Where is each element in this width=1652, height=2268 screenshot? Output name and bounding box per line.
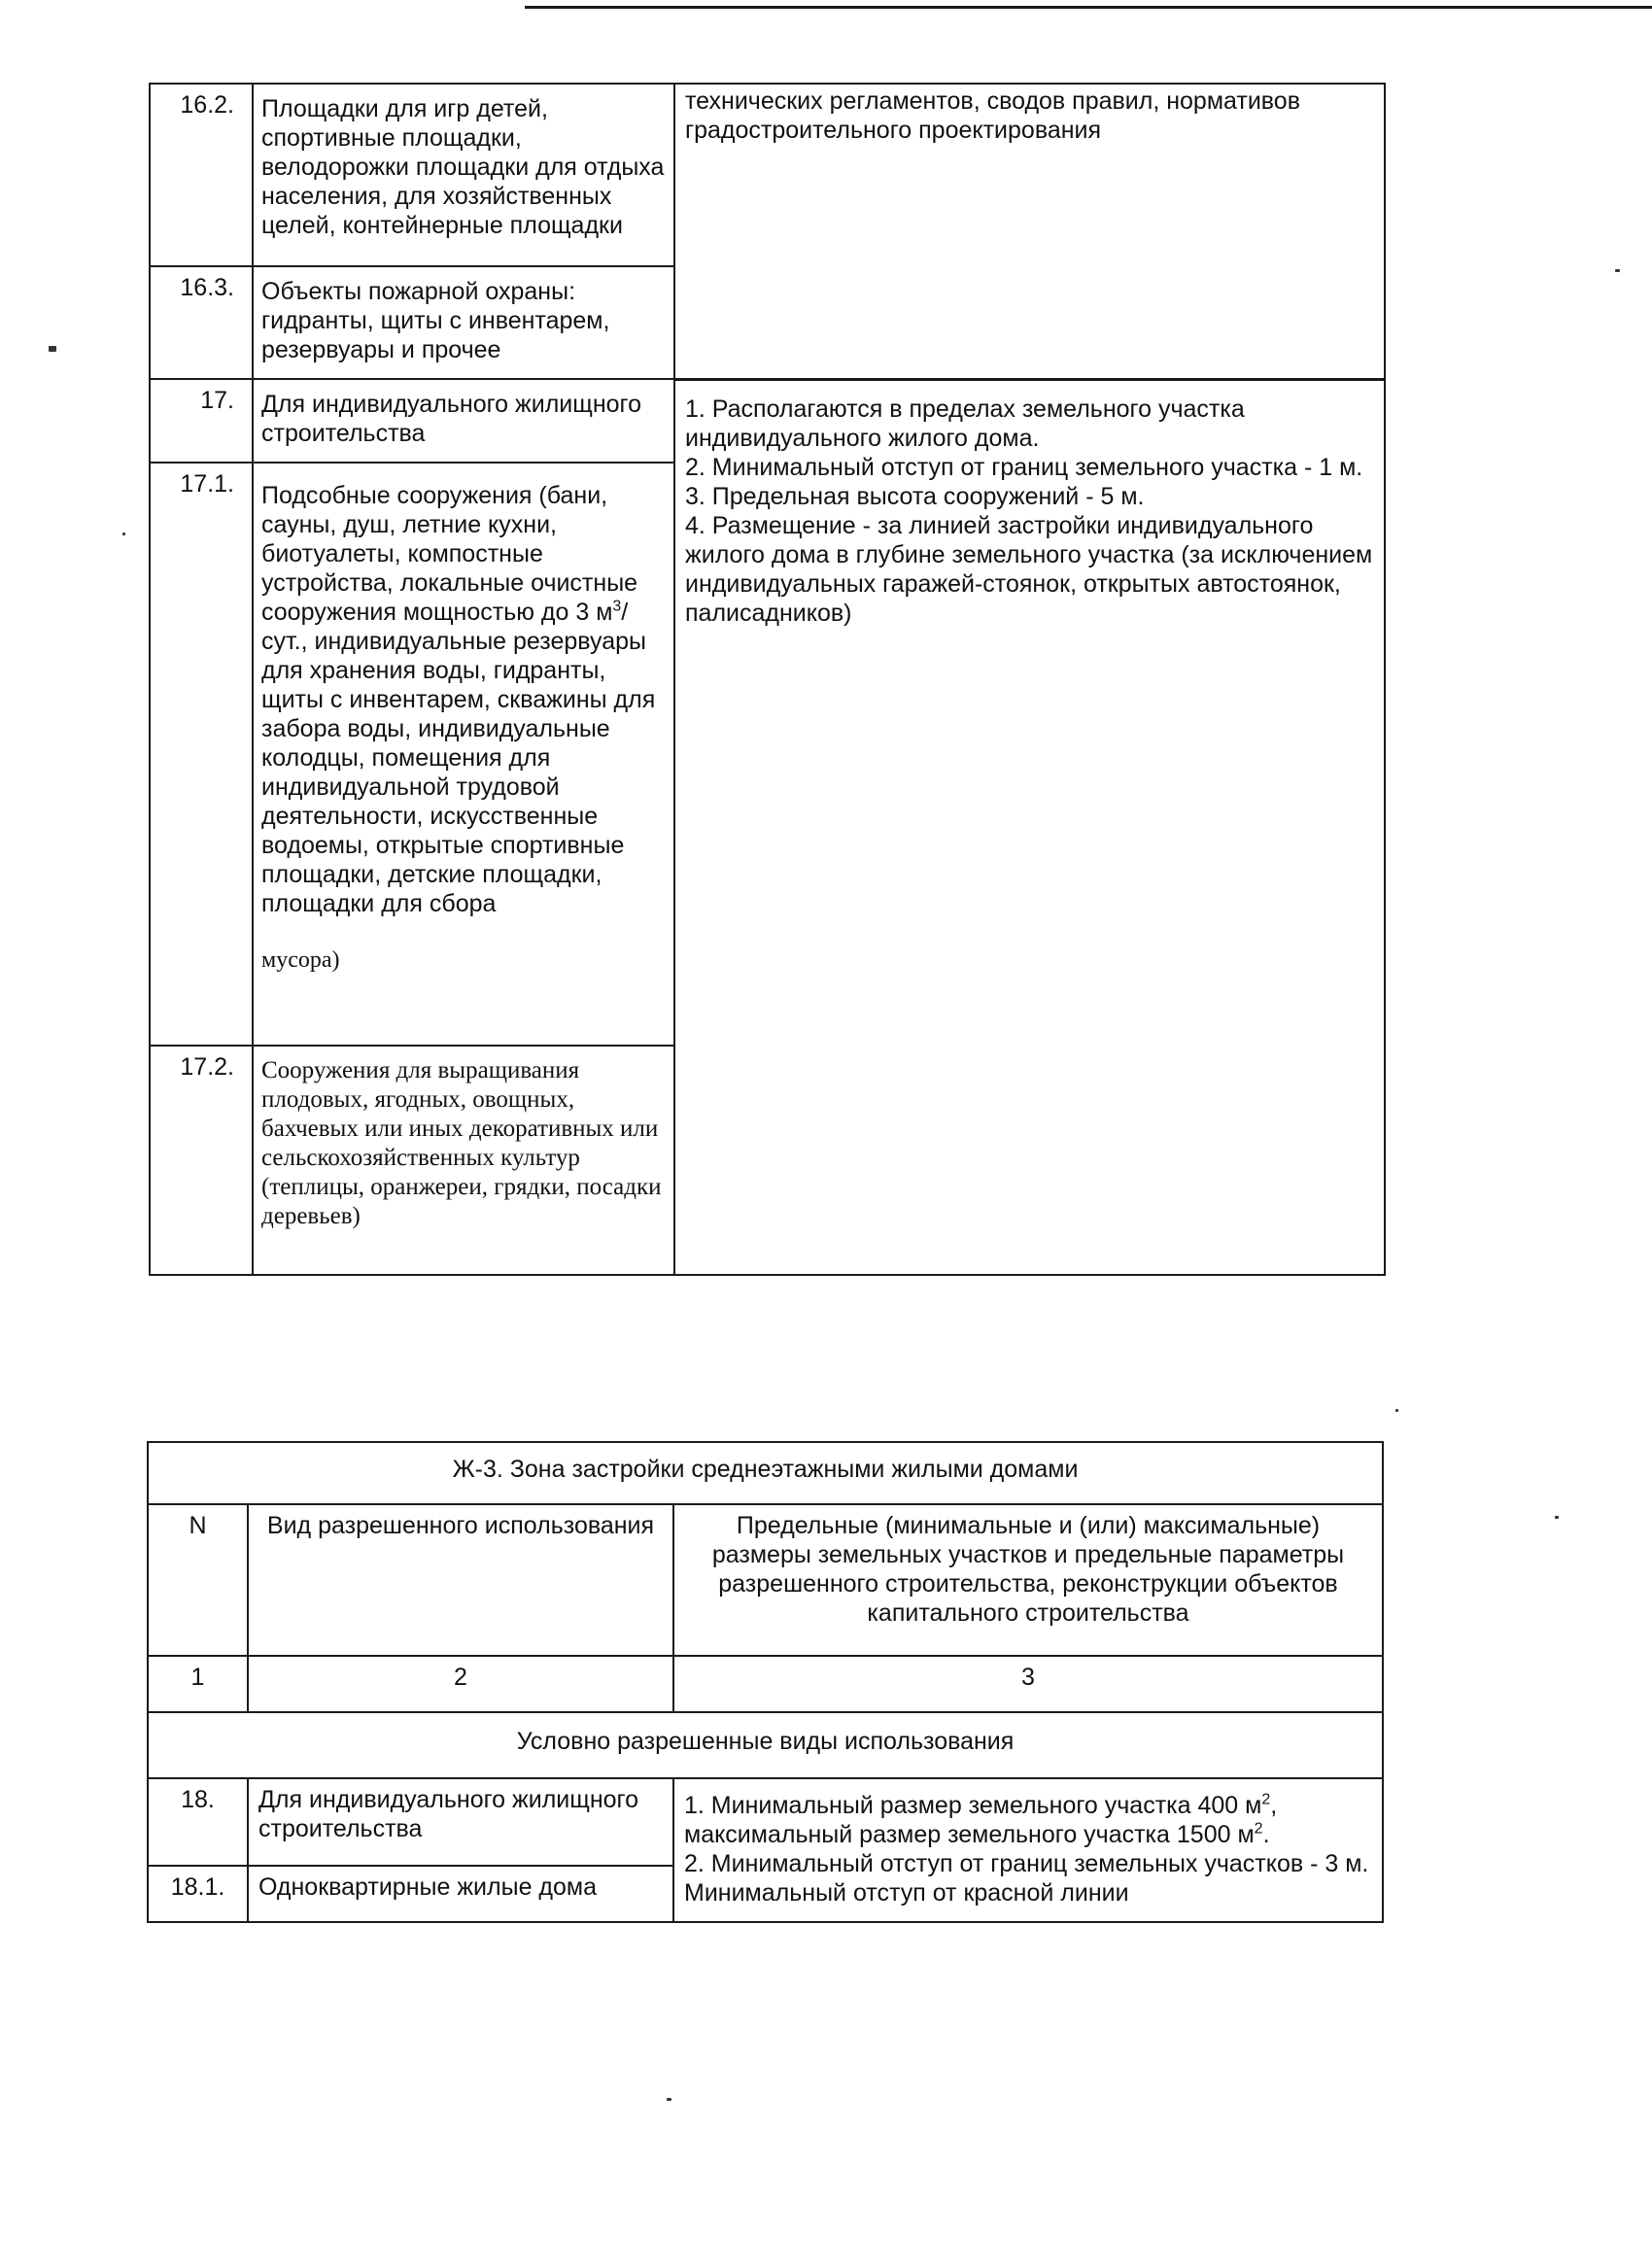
section-row (148, 1712, 1383, 1778)
table-header-row (148, 1504, 1383, 1656)
scan-speck (1395, 1409, 1398, 1412)
row-use-type: Площадки для игр детей, спортивные площадки, велодорожки площадки для отдыха населения, для хозяйственных целей, контейнерные площадки (253, 84, 674, 266)
row-use-type: Одноквартирные жилые дома (248, 1866, 673, 1922)
superscript: 3 (612, 598, 622, 615)
column-number: 3 (673, 1656, 1383, 1712)
row-use-type: Сооружения для выращивания плодовых, ягодных, овощных, бахчевых или иных декоративных или сельскохозяйственных культур (теплицы, оранжереи, грядки, посадки деревьев) (253, 1046, 674, 1275)
row-use-type: Для индивидуального жилищного строительства (253, 379, 674, 463)
column-number: 1 (148, 1656, 248, 1712)
section-heading: Условно разрешенные виды использования (148, 1712, 1383, 1778)
scan-speck (1615, 269, 1620, 272)
header-params: Предельные (минимальные и (или) максимальные) размеры земельных участков и предельные параметры разрешенного строительства, реконструкции объектов капитального строительства (673, 1504, 1383, 1656)
row-number: 18. (148, 1778, 248, 1866)
scan-speck (667, 2098, 671, 2101)
scan-speck (122, 533, 125, 535)
param-line: 1. Минимальный размер земельного участка 400 $м^2$, (684, 1791, 1278, 1819)
row-params: технических регламентов, сводов правил, нормативов градостроительного проектирования (674, 84, 1385, 379)
row-use-type: Объекты пожарной охраны: гидранты, щиты с инвентарем, резервуары и прочее (253, 266, 674, 379)
row-params (673, 1778, 1383, 1922)
scan-speck (49, 346, 56, 352)
zone-zh3-table (147, 1441, 1384, 1923)
header-use-type: Вид разрешенного использования (248, 1504, 673, 1656)
header-n: N (148, 1504, 248, 1656)
param-line: 3. Предельная высота сооружений - 5 м. (685, 482, 1145, 510)
row-number: 16.2. (150, 84, 253, 266)
row-params-list (674, 379, 1385, 1046)
row-params-empty (674, 1046, 1385, 1275)
land-use-table-continued (149, 83, 1386, 1276)
column-number: 2 (248, 1656, 673, 1712)
use-type-tail: мусора) (261, 947, 340, 973)
param-line: 4. Размещение - за линией застройки индивидуального жилого дома в глубине земельного участка (за исключением индивидуальных гаражей-стоянок, открытых автостоянок, палисадников) (685, 511, 1373, 627)
row-number: 17.2. (150, 1046, 253, 1275)
scan-edge-line (525, 6, 1652, 9)
param-line: максимальный размер земельного участка 1500 $м^2$. (684, 1820, 1270, 1848)
table-row (150, 1046, 1385, 1275)
table-row (148, 1778, 1383, 1866)
param-line: 2. Минимальный отступ от границ земельных участков - 3 м. Минимальный отступ от красной линии (684, 1850, 1369, 1907)
row-number: 17.1. (150, 463, 253, 1046)
param-line: 2. Минимальный отступ от границ земельного участка - 1 м. (685, 453, 1363, 481)
row-number: 16.3. (150, 266, 253, 379)
table-title: Ж-3. Зона застройки среднеэтажными жилыми домами (148, 1442, 1383, 1504)
param-line: 1. Располагаются в пределах земельного участка индивидуального жилого дома. (685, 395, 1245, 452)
table-title-row (148, 1442, 1383, 1504)
table-row (150, 84, 1385, 266)
use-type-text: /сут., индивидуальные резервуары для хранения воды, гидранты, щиты с инвентарем, скважины для забора воды, индивидуальные колодцы, помещения для индивидуальной трудовой деятельности, искусственные водоемы, открытые спортивные площадки, детские площадки, площадки для сбора (261, 599, 656, 917)
row-use-type: Для индивидуального жилищного строительства (248, 1778, 673, 1866)
row-use-type (253, 463, 674, 1046)
use-type-text: Подсобные сооружения (бани, сауны, душ, летние кухни, биотуалеты, компостные устройства, локальные очистные сооружения мощностью до 3 м (261, 482, 638, 626)
row-number: 18.1. (148, 1866, 248, 1922)
table-row (150, 379, 1385, 463)
row-number: 17. (150, 379, 253, 463)
column-number-row (148, 1656, 1383, 1712)
scan-speck (1555, 1516, 1559, 1519)
